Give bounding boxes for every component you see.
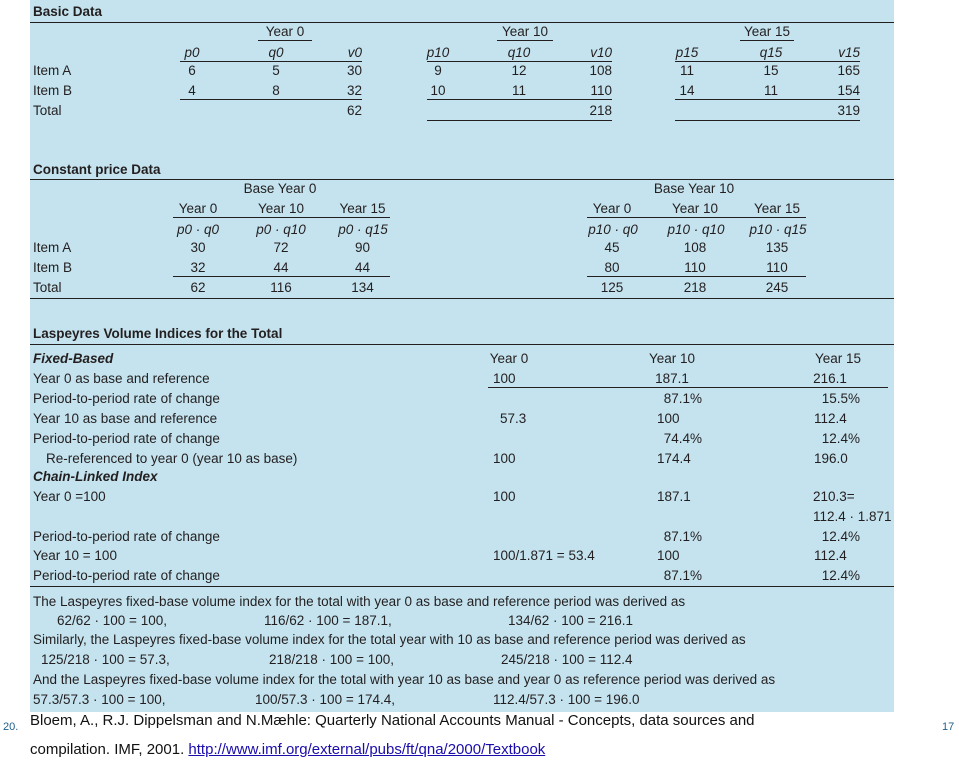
table-cell: 100 <box>493 371 516 386</box>
table-cell: 12 <box>511 63 527 78</box>
table-cell: 5 <box>272 63 280 78</box>
base-year-header: Base Year 10 <box>653 181 735 196</box>
table-cell: 11 <box>763 83 778 98</box>
table-cell: 87.1% <box>663 391 702 406</box>
year-header: Year 0 <box>178 201 218 216</box>
col-header: p10 · q10 <box>667 222 725 237</box>
table-cell: 154 <box>837 83 860 98</box>
year-header: Year 15 <box>339 201 386 216</box>
table-cell: 100 <box>493 489 516 504</box>
year-header: Year 15 <box>743 24 791 39</box>
equation: 116/62 · 100 = 187.1, <box>264 613 392 628</box>
year-header: Year 0 <box>489 351 529 366</box>
table-cell: 100 <box>493 451 516 466</box>
underline <box>180 61 362 62</box>
page-number: 17 <box>942 721 955 733</box>
table-cell: 62 <box>346 103 362 118</box>
table-cell: 218 <box>589 103 612 118</box>
underline <box>427 61 612 62</box>
table-cell: 196.0 <box>814 451 848 466</box>
table-cell: 174.4 <box>657 451 691 466</box>
underline <box>587 217 806 218</box>
table-cell: 12.4% <box>821 431 860 446</box>
citation-line-2 <box>30 741 545 759</box>
table-cell: 57.3 <box>500 411 527 426</box>
row-label: Item B <box>33 260 73 275</box>
table-cell: 11 <box>511 83 526 98</box>
chain-linked-heading: Chain-Linked Index <box>33 469 158 484</box>
table-cell: 44 <box>273 260 289 275</box>
table-cell: 90 <box>354 240 371 255</box>
table-cell: 108 <box>683 240 707 255</box>
table-cell: 45 <box>604 240 620 255</box>
underline <box>173 276 390 277</box>
note-text: The Laspeyres fixed-base volume index for the total with year 0 as base and reference period was derived as <box>33 594 686 609</box>
note-text: And the Laspeyres fixed-base volume index for the total with year 10 as base and year 0 as reference period was derived as <box>33 672 776 687</box>
basic-data-title: Basic Data <box>33 4 103 19</box>
underline <box>173 217 390 218</box>
divider <box>30 298 894 299</box>
row-label: Re-referenced to year 0 (year 10 as base) <box>46 451 298 466</box>
table-cell: 87.1% <box>663 529 702 544</box>
col-header: v15 <box>838 45 860 60</box>
row-label: Year 0 as base and reference <box>33 371 210 386</box>
table-cell: 15.5% <box>821 391 860 406</box>
col-header: q15 <box>759 45 783 60</box>
equation: 100/57.3 · 100 = 174.4, <box>255 692 395 707</box>
year-header: Year 15 <box>753 201 801 216</box>
table-cell: 74.4% <box>663 431 702 446</box>
row-label: Period-to-period rate of change <box>33 529 220 544</box>
col-header: v0 <box>347 45 362 60</box>
table-cell: 12.4% <box>821 529 860 544</box>
table-cell: 10 <box>430 83 446 98</box>
table-cell: 187.1 <box>657 489 691 504</box>
footnote-number: 20. <box>3 721 19 733</box>
row-label: Total <box>33 103 62 118</box>
underline <box>675 120 860 121</box>
table-cell: 44 <box>354 260 371 275</box>
year-header: Year 10 <box>257 201 305 216</box>
table-cell: 110 <box>684 260 706 275</box>
underline <box>587 276 806 277</box>
equation: 218/218 · 100 = 100, <box>269 652 394 667</box>
table-cell: 165 <box>837 63 860 78</box>
underline <box>180 99 362 100</box>
table-cell: 8 <box>272 83 280 98</box>
laspeyres-title: Laspeyres Volume Indices for the Total <box>33 326 283 341</box>
citation-line-1: Bloem, A., R.J. Dippelsman and N.Mæhle: Quarterly National Accounts Manual - Concepts, data sources and <box>30 712 755 729</box>
year-header: Year 10 <box>648 351 696 366</box>
underline <box>740 40 794 41</box>
table-cell: 245 <box>765 280 789 295</box>
citation-text: compilation. IMF, 2001. <box>30 741 185 758</box>
col-header: p10 <box>426 45 450 60</box>
table-cell: 30 <box>190 240 206 255</box>
row-label: Item B <box>33 83 73 98</box>
table-cell: 110 <box>766 260 788 275</box>
col-header: p0 · q10 <box>256 222 306 237</box>
year-header: Year 0 <box>592 201 632 216</box>
row-label: Year 10 = 100 <box>33 548 117 563</box>
underline <box>488 387 888 388</box>
table-cell: 210.3= <box>813 489 855 504</box>
row-label: Total <box>33 280 62 295</box>
divider <box>30 22 894 23</box>
divider <box>30 179 894 180</box>
equation: 245/218 · 100 = 112.4 <box>501 652 633 667</box>
table-cell: 14 <box>679 83 695 98</box>
constant-data-title: Constant price Data <box>33 162 161 177</box>
table-cell: 110 <box>590 83 612 98</box>
row-label: Year 10 as base and reference <box>33 411 218 426</box>
table-cell: 187.1 <box>655 371 689 386</box>
table-cell: 62 <box>190 280 206 295</box>
row-label: Period-to-period rate of change <box>33 568 220 583</box>
row-label: Period-to-period rate of change <box>33 431 220 446</box>
year-header: Year 10 <box>501 24 549 39</box>
underline <box>427 120 612 121</box>
table-cell: 12.4% <box>821 568 860 583</box>
underline <box>427 99 612 100</box>
underline <box>675 61 860 62</box>
year-header: Year 0 <box>265 24 305 39</box>
col-header: p10 · q0 <box>588 222 638 237</box>
col-header: p10 · q15 <box>749 222 807 237</box>
table-cell: 32 <box>190 260 206 275</box>
table-cell: 216.1 <box>813 371 847 386</box>
year-header: Year 15 <box>814 351 862 366</box>
underline <box>675 99 860 100</box>
col-header: p15 <box>675 45 699 60</box>
table-cell: 112.4 <box>814 548 847 563</box>
table-cell: 125 <box>600 280 624 295</box>
table-cell: 32 <box>346 83 362 98</box>
fixed-based-heading: Fixed-Based <box>33 351 114 366</box>
divider <box>30 586 894 587</box>
table-cell: 112.4 · 1.871 <box>813 509 892 524</box>
row-label: Item A <box>33 63 72 78</box>
year-header: Year 10 <box>671 201 719 216</box>
table-cell: 9 <box>434 63 442 78</box>
equation: 62/62 · 100 = 100, <box>57 613 167 628</box>
col-header: v10 <box>590 45 612 60</box>
col-header: q10 <box>507 45 531 60</box>
table-cell: 108 <box>589 63 612 78</box>
col-header: p0 · q15 <box>338 222 388 237</box>
table-cell: 6 <box>188 63 196 78</box>
divider <box>30 344 894 345</box>
source-link[interactable]: http://www.imf.org/external/pubs/ft/qna/2000/Textbook <box>188 741 546 758</box>
table-cell: 134 <box>351 280 374 295</box>
row-label: Period-to-period rate of change <box>33 391 220 406</box>
footer <box>0 712 959 763</box>
row-label: Year 0 =100 <box>33 489 106 504</box>
table-cell: 319 <box>837 103 860 118</box>
underline <box>258 40 312 41</box>
table-cell: 100 <box>657 411 680 426</box>
base-year-header: Base Year 0 <box>243 181 317 196</box>
table-cell: 116 <box>270 280 292 295</box>
equation: 125/218 · 100 = 57.3, <box>41 652 170 667</box>
table-cell: 112.4 <box>814 411 847 426</box>
row-label: Item A <box>33 240 72 255</box>
col-header: p0 <box>184 45 200 60</box>
table-cell: 4 <box>188 83 196 98</box>
note-text: Similarly, the Laspeyres fixed-base volume index for the total year with 10 as base and reference period was derived as <box>33 632 746 647</box>
table-panel <box>30 0 894 712</box>
col-header: q0 <box>268 45 284 60</box>
table-cell: 80 <box>604 260 620 275</box>
equation: 134/62 · 100 = 216.1 <box>508 613 633 628</box>
table-cell: 100 <box>657 548 680 563</box>
table-cell: 100/1.871 = 53.4 <box>493 548 595 563</box>
table-cell: 87.1% <box>663 568 702 583</box>
equation: 112.4/57.3 · 100 = 196.0 <box>493 692 640 707</box>
table-cell: 30 <box>346 63 362 78</box>
table-cell: 72 <box>273 240 289 255</box>
table-cell: 218 <box>683 280 707 295</box>
table-cell: 11 <box>679 63 694 78</box>
underline <box>497 40 553 41</box>
table-cell: 135 <box>765 240 789 255</box>
table-cell: 15 <box>763 63 779 78</box>
col-header: p0 · q0 <box>176 222 220 237</box>
equation: 57.3/57.3 · 100 = 100, <box>33 692 166 707</box>
